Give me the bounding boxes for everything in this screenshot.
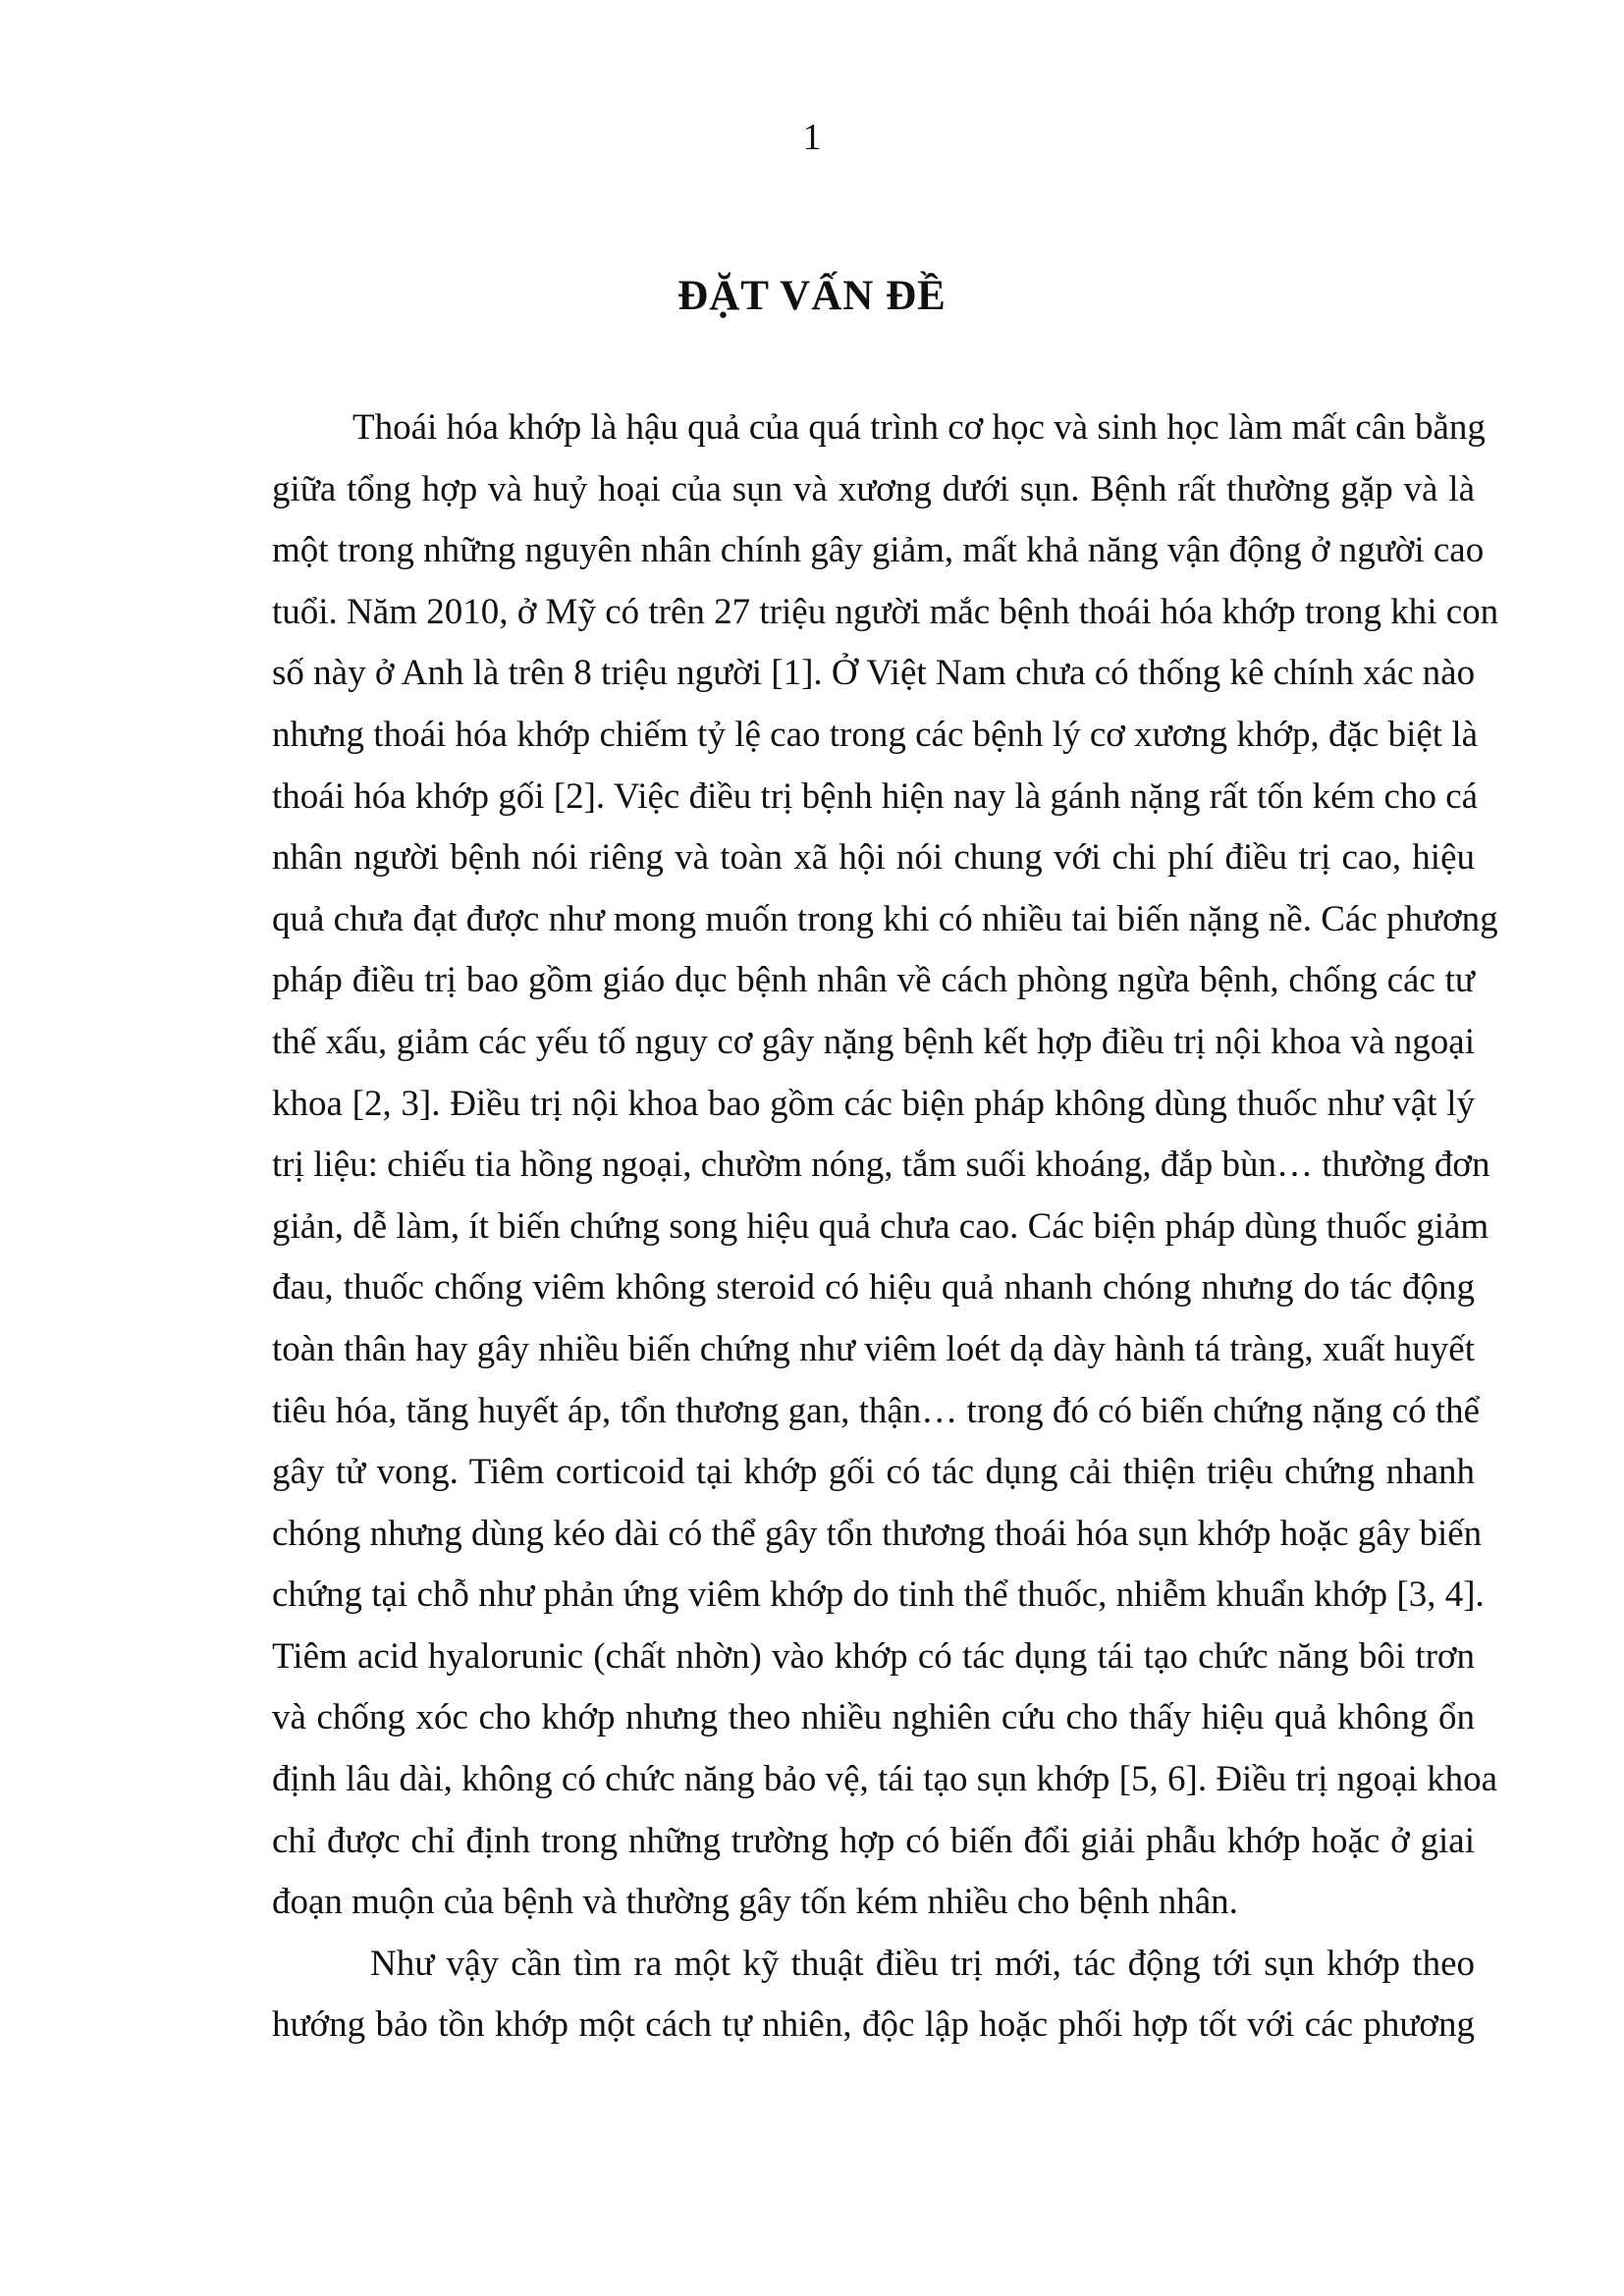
text-line: tuổi. Năm 2010, ở Mỹ có trên 27 triệu người mắc bệnh thoái hóa khớp trong khi con — [272, 591, 1499, 632]
text-line: giữa tổng hợp và huỷ hoại của sụn và xương dưới sụn. Bệnh rất thường gặp và là — [272, 468, 1475, 509]
text-line: gây tử vong. Tiêm corticoid tại khớp gối có tác dụng cải thiện triệu chứng nhanh — [272, 1452, 1475, 1493]
text-line: số này ở Anh là trên 8 triệu người [1]. Ở Việt Nam chưa có thống kê chính xác nào — [272, 653, 1476, 694]
text-line: giản, dễ làm, ít biến chứng song hiệu quả chưa cao. Các biện pháp dùng thuốc giảm — [272, 1205, 1489, 1247]
text-line: Thoái hóa khớp là hậu quả của quá trình cơ học và sinh học làm mất cân bằng — [352, 407, 1486, 448]
text-line: toàn thân hay gây nhiều biến chứng như viêm loét dạ dày hành tá tràng, xuất huyết — [272, 1328, 1475, 1369]
text-line: định lâu dài, không có chức năng bảo vệ, tái tạo sụn khớp [5, 6]. Điều trị ngoại khoa — [272, 1759, 1497, 1800]
section-heading: ĐẶT VẤN ĐỀ — [677, 273, 947, 319]
text-line: một trong những nguyên nhân chính gây giảm, mất khả năng vận động ở người cao — [272, 530, 1485, 571]
text-line: chỉ được chỉ định trong những trường hợp có biến đổi giải phẫu khớp hoặc ở giai — [272, 1820, 1475, 1861]
text-line: thoái hóa khớp gối [2]. Việc điều trị bệnh hiện nay là gánh nặng rất tốn kém cho cá — [272, 775, 1479, 817]
text-line: hướng bảo tồn khớp một cách tự nhiên, độc lập hoặc phối hợp tốt với các phương — [272, 2004, 1475, 2046]
text-line: thế xấu, giảm các yếu tố nguy cơ gây nặng bệnh kết hợp điều trị nội khoa và ngoại — [272, 1021, 1475, 1062]
text-line: đoạn muộn của bệnh và thường gây tốn kém nhiều cho bệnh nhân. — [272, 1882, 1238, 1923]
page-number: 1 — [802, 117, 822, 158]
text-line: nhưng thoái hóa khớp chiếm tỷ lệ cao trong các bệnh lý cơ xương khớp, đặc biệt là — [272, 714, 1479, 755]
text-line: trị liệu: chiếu tia hồng ngoại, chườm nóng, tắm suối khoáng, đắp bùn… thường đơn — [272, 1145, 1490, 1186]
paragraph-2 — [272, 1934, 1475, 2056]
text-line: và chống xóc cho khớp nhưng theo nhiều nghiên cứu cho thấy hiệu quả không ổn — [272, 1697, 1475, 1738]
text-line: chóng nhưng dùng kéo dài có thể gây tổn thương thoái hóa sụn khớp hoặc gây biến — [272, 1513, 1483, 1554]
text-line: Tiêm acid hyalorunic (chất nhờn) vào khớp có tác dụng tái tạo chức năng bôi trơn — [272, 1635, 1475, 1677]
text-line: đau, thuốc chống viêm không steroid có hiệu quả nhanh chóng nhưng do tác động — [272, 1267, 1475, 1308]
text-line: nhân người bệnh nói riêng và toàn xã hội nói chung với chi phí điều trị cao, hiệu — [272, 837, 1475, 879]
text-line: khoa [2, 3]. Điều trị nội khoa bao gồm các biện pháp không dùng thuốc như vật lý — [272, 1083, 1475, 1124]
text-line: Như vậy cần tìm ra một kỹ thuật điều trị mới, tác động tới sụn khớp theo — [370, 1943, 1475, 1984]
paragraph-1 — [272, 398, 1499, 1934]
text-line: chứng tại chỗ như phản ứng viêm khớp do tinh thể thuốc, nhiễm khuẩn khớp [3, 4]. — [272, 1575, 1485, 1616]
body-text — [272, 398, 1499, 2056]
text-line: pháp điều trị bao gồm giáo dục bệnh nhân về cách phòng ngừa bệnh, chống các tư — [272, 960, 1475, 1001]
text-line: tiêu hóa, tăng huyết áp, tổn thương gan, thận… trong đó có biến chứng nặng có thể — [272, 1390, 1481, 1431]
text-line: quả chưa đạt được như mong muốn trong khi có nhiều tai biến nặng nề. Các phương — [272, 898, 1498, 939]
